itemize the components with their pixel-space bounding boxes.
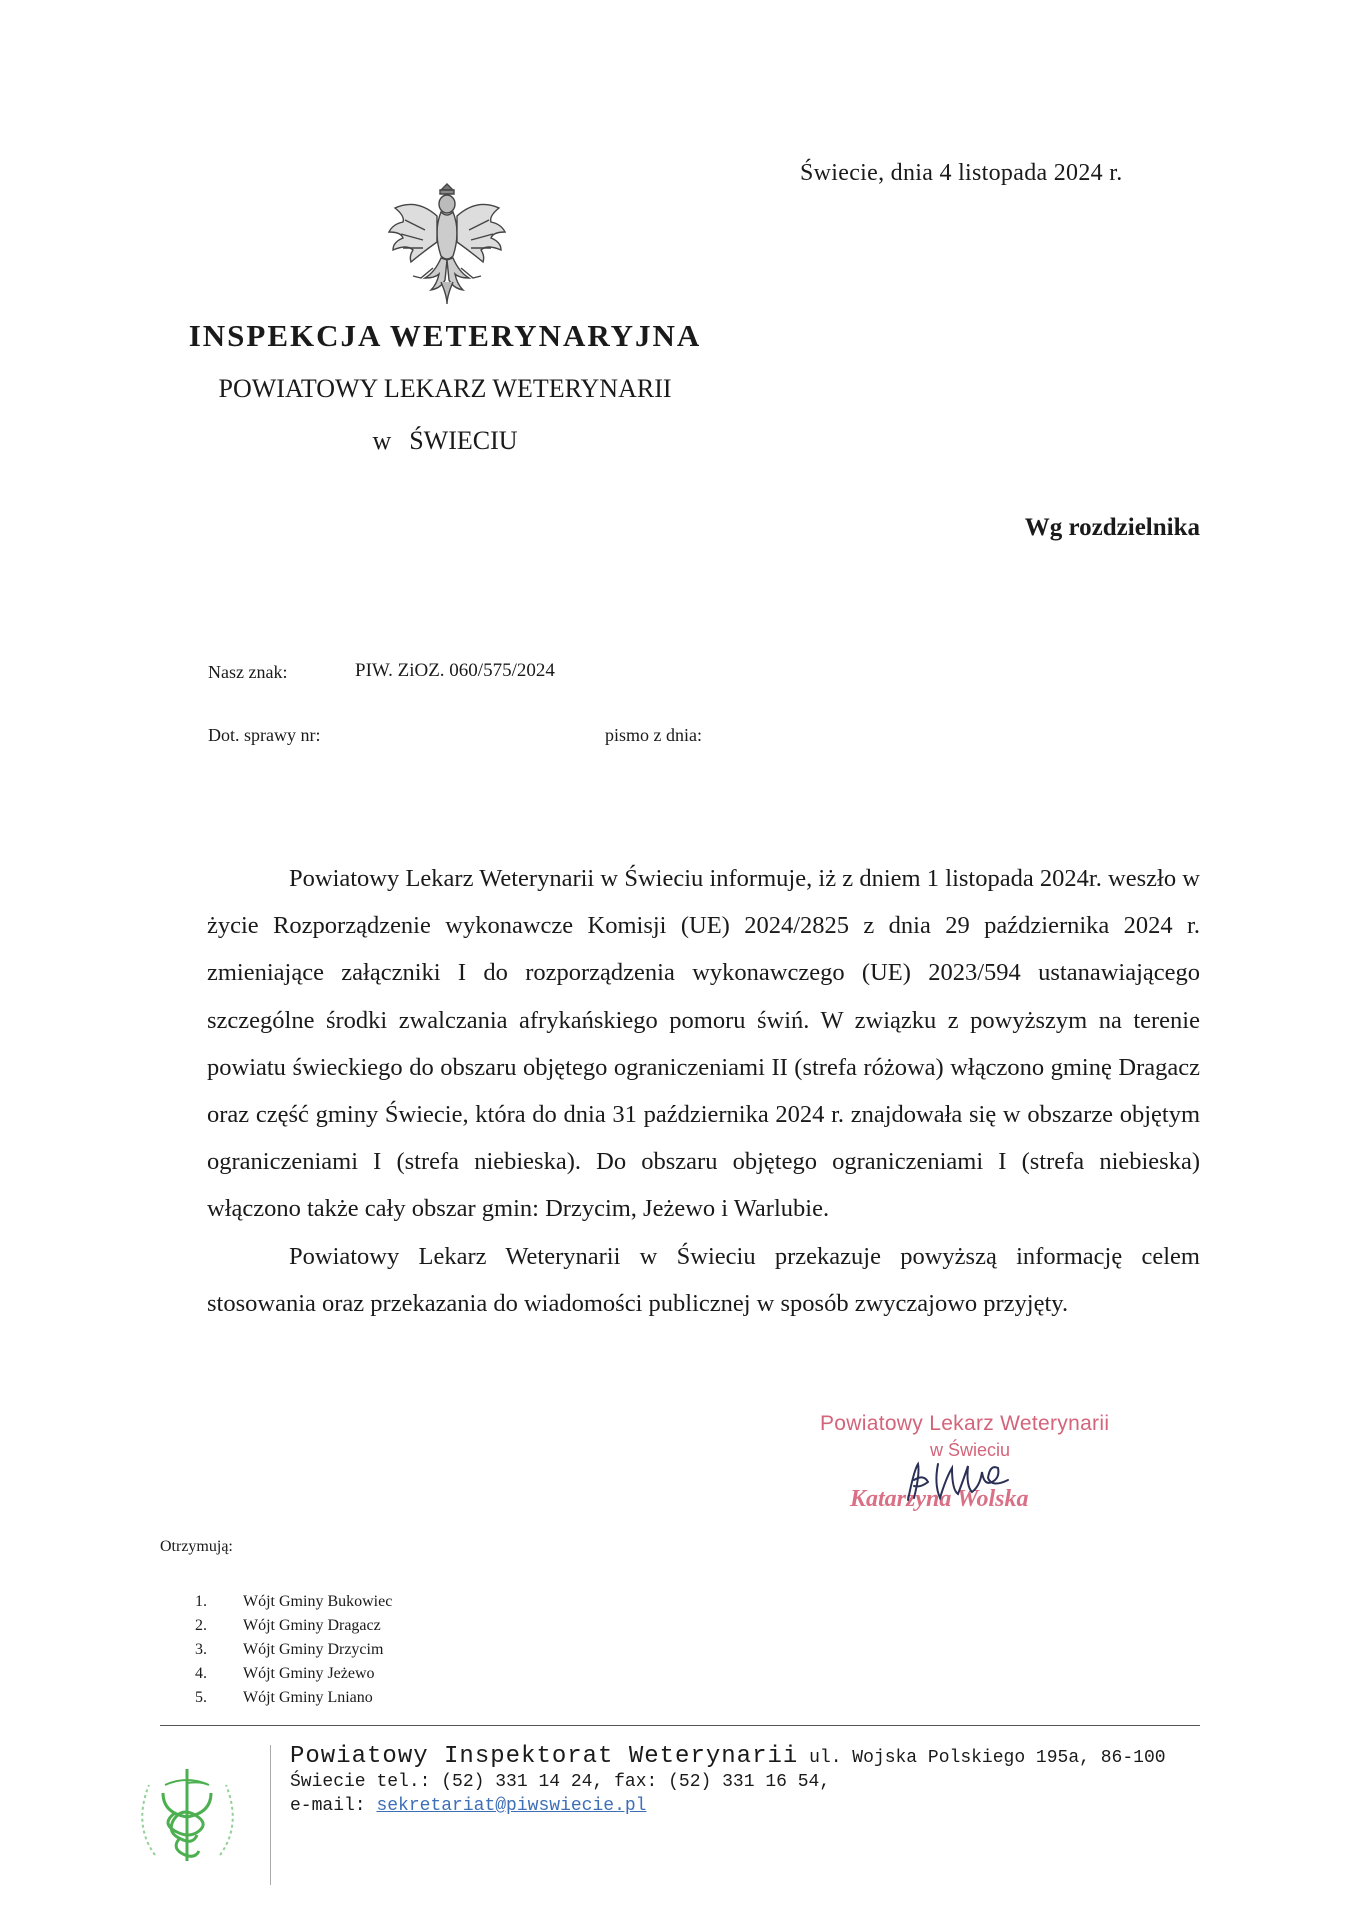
list-item: [195, 1638, 392, 1662]
list-item: [195, 1686, 392, 1710]
item-number: 1.: [195, 1593, 207, 1610]
letter-body: [207, 855, 1200, 1327]
item-number: 4.: [195, 1665, 207, 1682]
footer-org-name: Powiatowy Inspektorat Weterynarii: [290, 1743, 799, 1770]
footer-fax: fax: (52) 331 16 54,: [614, 1772, 831, 1792]
footer-divider: [160, 1725, 1200, 1726]
stamp-title: Powiatowy Lekarz Weterynarii: [820, 1412, 1110, 1435]
institution-name: INSPEKCJA WETERYNARYJNA: [188, 318, 702, 353]
item-number: 2.: [195, 1617, 207, 1634]
stamp-city: w Świeciu: [930, 1440, 1011, 1460]
footer-address: ul. Wojska Polskiego 195a, 86-100: [809, 1748, 1166, 1768]
office-name: POWIATOWY LEKARZ WETERYNARII: [218, 374, 672, 403]
case-number-label: Dot. sprawy nr:: [208, 725, 321, 745]
item-name: Wójt Gminy Drzycim: [243, 1641, 384, 1658]
footer-city: Świecie: [290, 1772, 366, 1792]
footer-email-label: e-mail:: [290, 1796, 366, 1816]
polish-eagle-emblem-icon: [385, 172, 509, 308]
letter-date-label: pismo z dnia:: [605, 725, 702, 745]
footer-email-link[interactable]: sekretariat@piwswiecie.pl: [376, 1796, 647, 1816]
our-sign-label: Nasz znak:: [208, 662, 288, 682]
footer-separator: [270, 1745, 271, 1885]
item-name: Wójt Gminy Bukowiec: [243, 1593, 393, 1610]
item-name: Wójt Gminy Jeżewo: [243, 1665, 375, 1682]
recipients-label: Otrzymują:: [160, 1538, 233, 1555]
list-item: [195, 1662, 392, 1686]
item-name: Wójt Gminy Dragacz: [243, 1617, 381, 1634]
body-paragraph-1: Powiatowy Lekarz Weterynarii w Świeciu informuje, iż z dniem 1 listopada 2024r. weszło w życie Rozporządzenie wykonawcze Komisji (UE) 2024/2825 z dnia 29 października 2024 r. zmieniające załączniki I do rozporządzenia wykonawczego (UE) 2023/594 ustanawiającego szczególne środki zwalczania afrykańskiego pomoru świń. W związku z powyższym na terenie powiatu świeckiego do obszaru objętego ograniczeniami II (strefa różowa) włączono gminę Dragacz oraz część gminy Świecie, która do dnia 31 października 2024 r. znajdowała się w obszarze objętym ograniczeniami I (strefa niebieska). Do obszaru objętego ograniczeniami I (strefa niebieska) włączono także cały obszar gmin: Drzycim, Jeżewo i Warlubie.: [207, 865, 1200, 1223]
recipients-list: [195, 1590, 392, 1710]
city-name: ŚWIECIU: [409, 426, 518, 455]
item-number: 3.: [195, 1641, 207, 1658]
office-city: [165, 426, 725, 456]
footer-contact: [290, 1745, 1166, 1818]
list-item: [195, 1614, 392, 1638]
footer-phone: tel.: (52) 331 14 24,: [376, 1772, 604, 1792]
document-date: Świecie, dnia 4 listopada 2024 r.: [800, 160, 1123, 186]
item-number: 5.: [195, 1689, 207, 1706]
list-item: [195, 1590, 392, 1614]
body-paragraph-2: Powiatowy Lekarz Weterynarii w Świeciu przekazuje powyższą informację celem stosowania oraz przekazania do wiadomości publicznej w sposób zwyczajowo przyjęty.: [207, 1242, 1200, 1317]
our-sign-value: PIW. ZiOZ. 060/575/2024: [355, 660, 555, 681]
veterinary-caduceus-logo-icon: [125, 1755, 250, 1880]
handwritten-signature: [890, 1450, 1030, 1510]
addressee: Wg rozdzielnika: [1024, 514, 1200, 541]
stamp-signatory: Katarzyna Wolska: [850, 1486, 1029, 1512]
item-name: Wójt Gminy Lniano: [243, 1689, 373, 1706]
city-prefix: w: [372, 426, 392, 455]
